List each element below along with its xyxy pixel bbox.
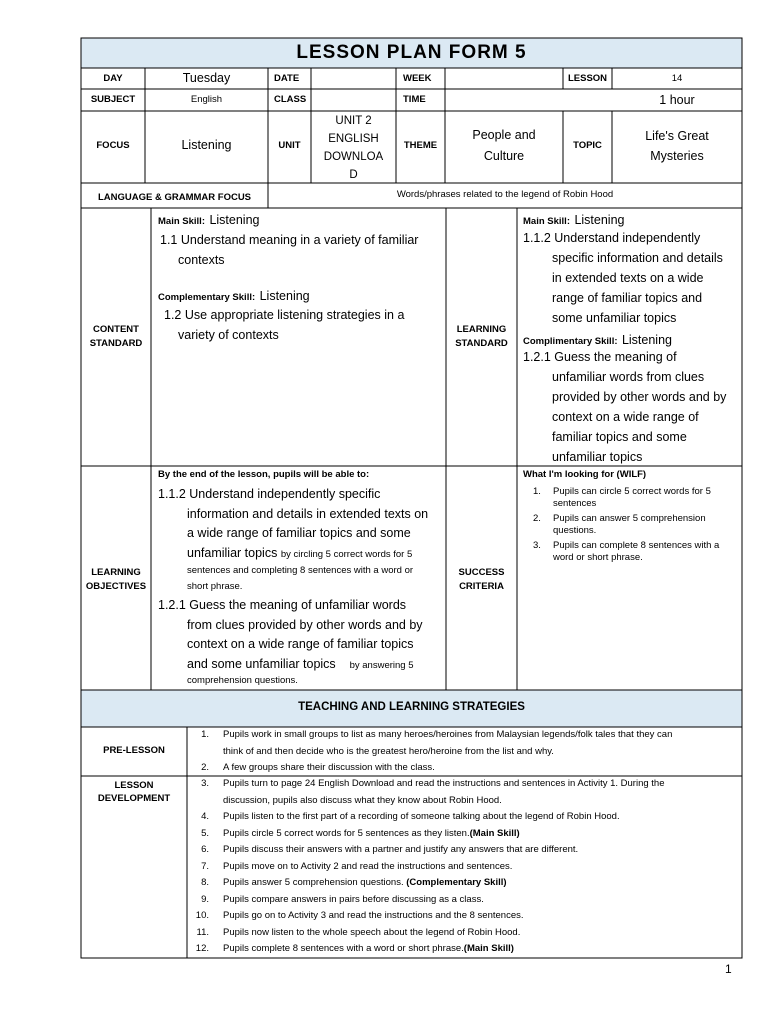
grammar-focus-value: Words/phrases related to the legend of Robin Hood <box>396 189 614 200</box>
ls-item-1: 1.1.2 Understand independently specific information and details in extended texts on a wide range of familiar topics and some unfamiliar topics <box>523 231 723 325</box>
page-number: 1 <box>725 962 732 976</box>
objective-2-detail: comprehension questions. <box>187 675 298 686</box>
list-item: 6. Pupils discuss their answers with a partner and justify any answers that are different. <box>201 844 579 855</box>
list-item: 7. Pupils move on to Activity 2 and read the instructions and sentences. <box>201 860 513 872</box>
theme-label: THEME <box>403 140 438 151</box>
success-criteria-list <box>523 486 738 564</box>
list-item: 9. Pupils compare answers in pairs before discussing as a class. <box>201 893 484 905</box>
form-title: LESSON PLAN FORM 5 <box>296 42 527 63</box>
ls-item-2: 1.2.1 Guess the meaning of unfamiliar words from clues provided by other words and by context on a wide range of familiar topics and some unfamiliar topics <box>523 350 727 464</box>
day-label: DAY <box>103 73 123 84</box>
list-item: 1. Pupils can circle 5 correct words for 5 sentences <box>533 486 711 509</box>
list-item-continuation: think of and then decide who is the greatest hero/heroine from the list and why. <box>223 745 554 757</box>
objective-2: 1.2.1 Guess the meaning of unfamiliar words from clues provided by other words and by context on a wide range of familiar topics and some unfamiliar topics by answering 5 <box>158 598 423 671</box>
lesson-value: 14 <box>671 73 683 84</box>
learning-standard-label: LEARNING STANDARD <box>455 324 508 349</box>
list-item: 10. Pupils go on to Activity 3 and read the instructions and the 8 sentences. <box>195 910 524 921</box>
list-item: 2. Pupils can answer 5 comprehension questions. <box>533 513 706 536</box>
focus-value: Listening <box>181 138 232 152</box>
day-value: Tuesday <box>182 71 231 85</box>
cs-complementary-skill: Complementary Skill: Listening <box>158 289 310 303</box>
list-item: 4. Pupils listen to the first part of a recording of someone talking about the legend of Robin Hood. <box>201 811 620 822</box>
cs-item-1: 1.1 Understand meaning in a variety of familiar contexts <box>160 233 419 267</box>
topic-label: TOPIC <box>573 140 602 151</box>
list-item: 3. Pupils can complete 8 sentences with a word or short phrase. <box>533 540 720 563</box>
list-item: 1. Pupils work in small groups to list as many heroes/heroines from Malaysian legends/folk tales that they can <box>201 729 673 740</box>
learning-objectives-label: LEARNING OBJECTIVES <box>85 567 147 592</box>
subject-label: SUBJECT <box>90 94 136 105</box>
week-label: WEEK <box>403 73 432 84</box>
list-item: 8. Pupils answer 5 comprehension questions. (Complementary Skill) <box>201 877 507 888</box>
success-criteria-label: SUCCESS CRITERIA <box>458 567 505 592</box>
lesson-development-steps <box>187 776 665 958</box>
cs-main-skill: Main Skill: Listening <box>158 213 260 227</box>
time-value: 1 hour <box>659 93 695 107</box>
list-item-continuation: discussion, pupils also discuss what they know about Robin Hood. <box>223 794 502 806</box>
list-item: 5. Pupils circle 5 correct words for 5 sentences as they listen.(Main Skill) <box>201 827 520 839</box>
pre-lesson-label: PRE-LESSON <box>103 745 165 756</box>
cs-item-2: 1.2 Use appropriate listening strategies in a variety of contexts <box>164 308 405 342</box>
subject-value: English <box>190 94 223 105</box>
list-item: 3. Pupils turn to page 24 English Download and read the instructions and sentences in Activity 1. During the <box>201 778 665 789</box>
content-standard-label: CONTENT STANDARD <box>89 324 143 349</box>
topic-value: Life's Great Mysteries <box>645 129 709 163</box>
theme-value: People and Culture <box>472 128 536 163</box>
class-label: CLASS <box>274 94 307 105</box>
ls-main-skill: Main Skill: Listening <box>523 213 625 227</box>
grammar-focus-label: LANGUAGE & GRAMMAR FOCUS <box>97 192 252 203</box>
ls-complementary-skill: Complimentary Skill: Listening <box>523 333 672 347</box>
lesson-development-label: LESSON DEVELOPMENT <box>97 780 171 804</box>
list-item: 2. A few groups share their discussion with the class. <box>201 762 435 773</box>
unit-label: UNIT <box>278 140 301 151</box>
date-label: DATE <box>274 73 300 84</box>
strategies-heading: TEACHING AND LEARNING STRATEGIES <box>298 701 525 713</box>
pre-lesson-steps <box>187 727 672 777</box>
focus-label: FOCUS <box>96 140 130 151</box>
objectives-intro: By the end of the lesson, pupils will be able to: <box>158 469 370 480</box>
time-label: TIME <box>403 94 426 105</box>
list-item: 12. Pupils complete 8 sentences with a word or short phrase.(Main Skill) <box>195 943 514 954</box>
objective-1: 1.1.2 Understand independently specific information and details in extended texts on a wide range of familiar topics and some unfamiliar topics by circling 5 correct words for 5 <box>158 487 429 560</box>
lesson-label: LESSON <box>567 73 608 84</box>
list-item: 11. Pupils now listen to the whole speech about the legend of Robin Hood. <box>196 926 521 938</box>
wilf-heading: What I'm looking for (WILF) <box>523 469 647 480</box>
unit-value: UNIT 2 ENGLISH DOWNLOA D <box>323 115 384 181</box>
objective-1-detail: sentences and completing 8 sentences with a word or short phrase. <box>187 565 414 592</box>
